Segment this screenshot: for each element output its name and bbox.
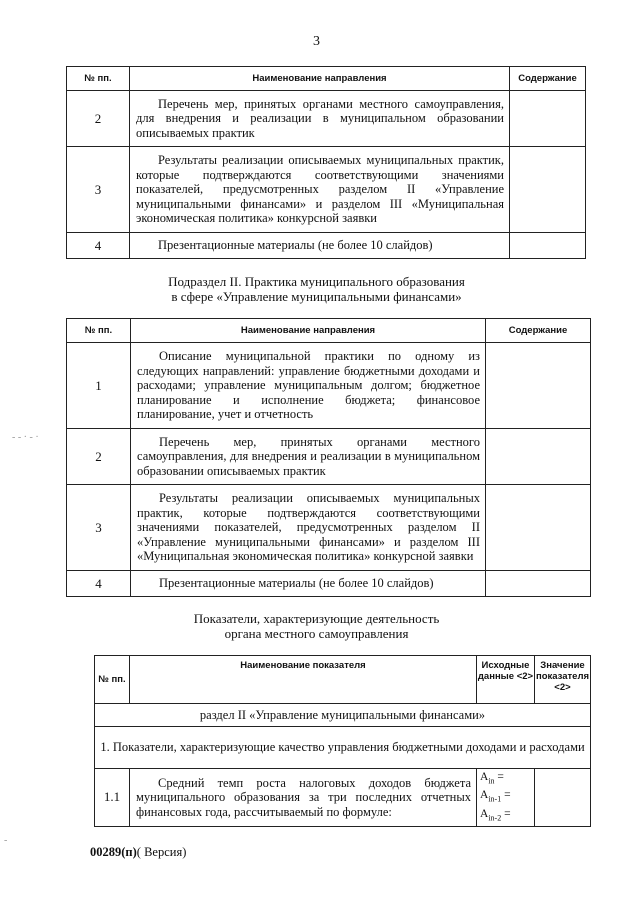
row-num: 1 <box>67 343 131 429</box>
subsection-row <box>95 727 591 769</box>
a-in-1-line: $A_{in-1}$ = <box>480 789 511 804</box>
row-text: Презентационные материалы (не более 10 слайдов) <box>131 571 486 597</box>
row-num: 4 <box>67 571 131 597</box>
table-row <box>67 91 586 147</box>
row-num: 3 <box>67 485 131 571</box>
table-row <box>67 429 591 485</box>
header-num: № пп. <box>67 67 130 91</box>
row-num: 2 <box>67 429 131 485</box>
row-text: Описание муниципальной практики по одному из следующих направлений: управление бюджетными доходами и расходами; управление муниципальным долгом; бюджетное планирование и исполнение бюджета; финансовое планирование, учет и отчетность <box>131 343 486 429</box>
table-row <box>67 571 591 597</box>
row-text: Перечень мер, принятых органами местного самоуправления, для внедрения и реализации в муниципальном образовании описываемых практик <box>130 91 510 147</box>
document-code: 00289(п) <box>90 845 137 859</box>
section-row <box>95 704 591 727</box>
table-row <box>67 485 591 571</box>
row-num: 1.1 <box>95 769 130 827</box>
indicator-value-cell <box>535 769 591 827</box>
subsection-row-text: 1. Показатели, характеризующие качество управления бюджетными доходами и расходами <box>95 727 591 769</box>
document-footer <box>90 845 186 860</box>
page-number: 3 <box>313 34 320 49</box>
header-initial-data: Исходные данные <2> <box>477 656 535 704</box>
header-num: № пп. <box>67 319 131 343</box>
row-num: 4 <box>67 233 130 259</box>
scan-mark: - - · - · <box>12 432 39 443</box>
table-row <box>67 233 586 259</box>
header-indicator-name: Наименование показателя <box>130 656 477 704</box>
row-num: 3 <box>67 147 130 233</box>
row-text: Результаты реализации описываемых муниципальных практик, которые подтверждаются соответствующими значениями показателей, предусмотренных разделом II «Управление муниципальными финансами» и разделом III «Муниципальная экономическая политика» конкурсной заявки <box>130 147 510 233</box>
a-in-line: $A_{in}$ = <box>480 771 504 786</box>
scan-mark: - <box>4 835 8 846</box>
row-content-cell <box>510 233 586 259</box>
header-num: № пп. <box>95 656 130 704</box>
header-direction: Наименование направления <box>131 319 486 343</box>
row-content-cell <box>486 571 591 597</box>
section-row-text: раздел II «Управление муниципальными финансами» <box>95 704 591 727</box>
table-row <box>95 769 591 827</box>
directions-table-2 <box>66 318 591 597</box>
row-content-cell <box>486 429 591 485</box>
table-row <box>67 343 591 429</box>
indicators-title: Показатели, характеризующие деятельность органа местного самоуправления <box>193 611 440 641</box>
header-content: Содержание <box>510 67 586 91</box>
document-version: ( Версия) <box>136 845 187 859</box>
indicators-table <box>94 655 591 827</box>
row-text: Презентационные материалы (не более 10 слайдов) <box>130 233 510 259</box>
row-text: Перечень мер, принятых органами местного самоуправления, для внедрения и реализации в муниципальном образовании описываемых практик <box>131 429 486 485</box>
header-direction: Наименование направления <box>130 67 510 91</box>
header-content: Содержание <box>486 319 591 343</box>
directions-table-1 <box>66 66 586 259</box>
row-content-cell <box>486 485 591 571</box>
row-content-cell <box>486 343 591 429</box>
row-content-cell <box>510 91 586 147</box>
row-text: Средний темп роста налоговых доходов бюджета муниципального образования за три последних отчетных финансовых года, рассчитываемый по формуле: <box>130 769 477 827</box>
a-in-2-line: $A_{in-2}$ = <box>480 807 511 822</box>
initial-data-cell <box>477 769 535 827</box>
row-text: Результаты реализации описываемых муниципальных практик, которые подтверждаются соответствующими значениями показателей, предусмотренных разделом II «Управление муниципальными финансами» и разделом III «Муниципальная экономическая политика» конкурсной заявки <box>131 485 486 571</box>
row-content-cell <box>510 147 586 233</box>
table-row <box>67 147 586 233</box>
header-indicator-value: Значение показателя <2> <box>535 656 591 704</box>
subsection-title: Подраздел II. Практика муниципального образования в сфере «Управление муниципальными финансами» <box>168 274 465 304</box>
row-num: 2 <box>67 91 130 147</box>
